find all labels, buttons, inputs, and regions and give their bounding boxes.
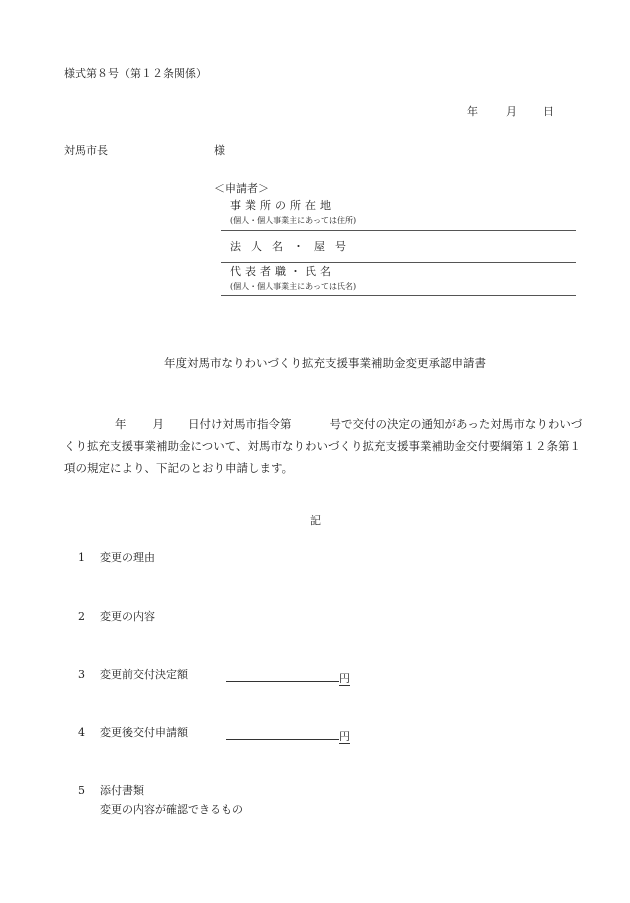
applicant-field-rep-label: 代表者職・氏名 — [230, 265, 335, 278]
item-1-label: 変更の理由 — [100, 551, 155, 564]
applicant-field-address-note: (個人・個人事業主にあっては住所) — [230, 216, 357, 225]
item-3-amount-line — [226, 668, 339, 682]
addressee-honorific: 様 — [214, 144, 225, 157]
addressee-name: 対馬市長 — [64, 144, 108, 157]
item-4-unit: 円 — [339, 730, 350, 743]
applicant-field-address-label: 事業所の所在地 — [230, 199, 335, 212]
item-3-amount-field — [226, 668, 350, 686]
item-3-label: 変更前交付決定額 — [100, 668, 188, 681]
item-3-unit: 円 — [339, 672, 350, 685]
body-ref-suffix: 号で交付の決定の通知があった対馬市なりわいづくり拡充支援事業補助金について、対馬市なりわいづくり拡充支援事業補助金交付要綱第１２条第１項の規定により、下記のとおり申請します。 — [64, 417, 583, 475]
date-day: 日 — [543, 105, 554, 118]
form-number: 様式第８号（第１２条関係） — [64, 67, 207, 80]
applicant-field-rep-note: (個人・個人事業主にあっては氏名) — [230, 282, 357, 291]
item-2-label: 変更の内容 — [100, 610, 155, 623]
item-3-number: 3 — [78, 668, 85, 681]
item-4-amount-line — [226, 726, 339, 740]
applicant-company-line — [221, 262, 576, 263]
document-title: 年度対馬市なりわいづくり拡充支援事業補助金変更承認申請書 — [164, 356, 486, 370]
item-2-number: 2 — [78, 610, 85, 623]
item-5-detail: 変更の内容が確認できるもの — [100, 803, 243, 816]
date-month: 月 — [506, 105, 517, 118]
applicant-header: ＜申請者＞ — [214, 182, 269, 195]
applicant-address-line — [221, 230, 576, 231]
item-4-amount-field — [226, 726, 350, 744]
item-4-label: 変更後交付申請額 — [100, 726, 188, 739]
body-month: 月 — [152, 417, 164, 431]
item-5-number: 5 — [78, 784, 85, 797]
applicant-field-company-label: 法人名・屋号 — [230, 240, 356, 253]
item-1-number: 1 — [78, 551, 85, 564]
body-ref-prefix: 日付け対馬市指令第 — [188, 417, 292, 431]
item-4-number: 4 — [78, 726, 85, 739]
applicant-rep-line — [221, 295, 576, 296]
body-year: 年 — [115, 417, 127, 431]
item-5-label: 添付書類 — [100, 784, 144, 797]
ki-marker: 記 — [310, 514, 321, 527]
body-paragraph — [64, 413, 584, 479]
date-year: 年 — [467, 105, 478, 118]
